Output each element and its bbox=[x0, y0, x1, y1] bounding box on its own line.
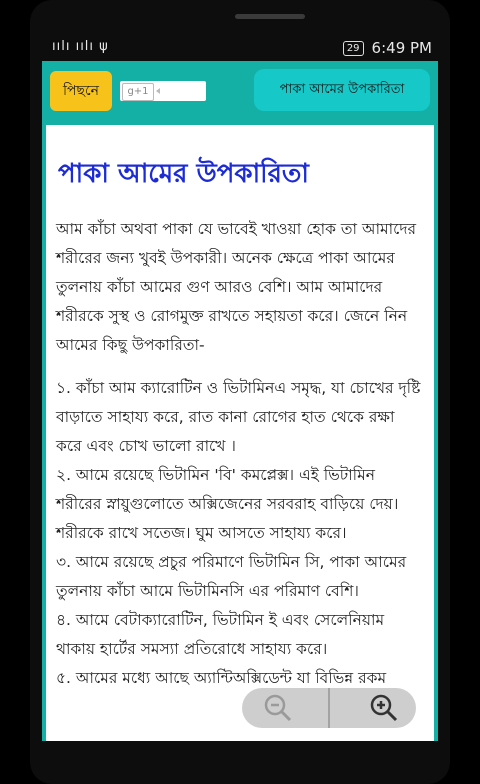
gplus-count-pointer bbox=[156, 88, 160, 94]
signal-indicators: ıılı ıılı ψ bbox=[52, 39, 109, 54]
title-button[interactable]: পাকা আমের উপকারিতা bbox=[254, 69, 430, 111]
gplus-one-button[interactable]: g+1 bbox=[122, 83, 154, 101]
list-item: ২. আমে রয়েছে ভিটামিন 'বি' কমপ্লেক্স। এই ভিটামিন শরীরের স্নায়ুগুলোতে অক্সিজেনের সরবরাহ বাড়িয়ে দেয়। শরীরকে রাখে সতেজ। ঘুম আসতে সাহায্য করে। bbox=[56, 466, 399, 542]
article-intro: আম কাঁচা অথবা পাকা যে ভাবেই খাওয়া হোক তা আমাদের শরীরের জন্য খুবই উপকারী। অনেক ক্ষেত্রে পাকা আমের তুলনায় কাঁচা আমের গুণ আরও বেশি। আম আমাদের শরীরকে সুস্থ ও রোগমুক্ত রাখতে সহায়তা করে। জেনে নিন আমের কিছু উপকারিতা- bbox=[56, 220, 417, 354]
list-item: ৪. আমে বেটাক্যারোটিন, ভিটামিন ই এবং সেলেনিয়াম থাকায় হার্টের সমস্যা প্রতিরোধে সাহায্য করে। bbox=[56, 611, 385, 658]
list-item: ১. কাঁচা আম ক্যারোটিন ও ভিটামিনএ সমৃদ্ধ, যা চোখের দৃষ্টি বাড়াতে সাহায্য করে, রাত কানা রোগের হাত থেকে রক্ষা করে এবং চোখ ভালো রাখে । bbox=[56, 379, 421, 455]
zoom-out-icon bbox=[262, 692, 294, 724]
battery-icon: 29 bbox=[343, 41, 364, 56]
list-item: ৫. আমের মধ্যে আছে অ্যান্টিঅক্সিডেন্ট যা বিভিন্ন রকম bbox=[56, 669, 387, 687]
speaker-grille bbox=[235, 14, 305, 19]
gplus-widget[interactable] bbox=[120, 81, 206, 101]
zoom-divider bbox=[328, 688, 330, 728]
list-item: ৩. আমে রয়েছে প্রচুর পরিমাণে ভিটামিন সি, পাকা আমের তুলনায় কাঁচা আমে ভিটামিনসি এর পরিমাণ বেশি। bbox=[56, 553, 407, 600]
zoom-controls bbox=[242, 688, 416, 728]
zoom-in-icon bbox=[368, 692, 400, 724]
status-bar bbox=[42, 36, 438, 60]
back-button[interactable]: পিছনে bbox=[50, 71, 112, 111]
zoom-out-button[interactable] bbox=[262, 692, 294, 724]
article-body bbox=[56, 215, 424, 693]
clock: 6:49 PM bbox=[371, 39, 432, 57]
toolbar bbox=[42, 61, 438, 121]
zoom-in-button[interactable] bbox=[368, 692, 400, 724]
article-heading: পাকা আমের উপকারিতা bbox=[58, 159, 309, 189]
article-content[interactable] bbox=[46, 125, 434, 741]
app-screen bbox=[42, 61, 438, 741]
